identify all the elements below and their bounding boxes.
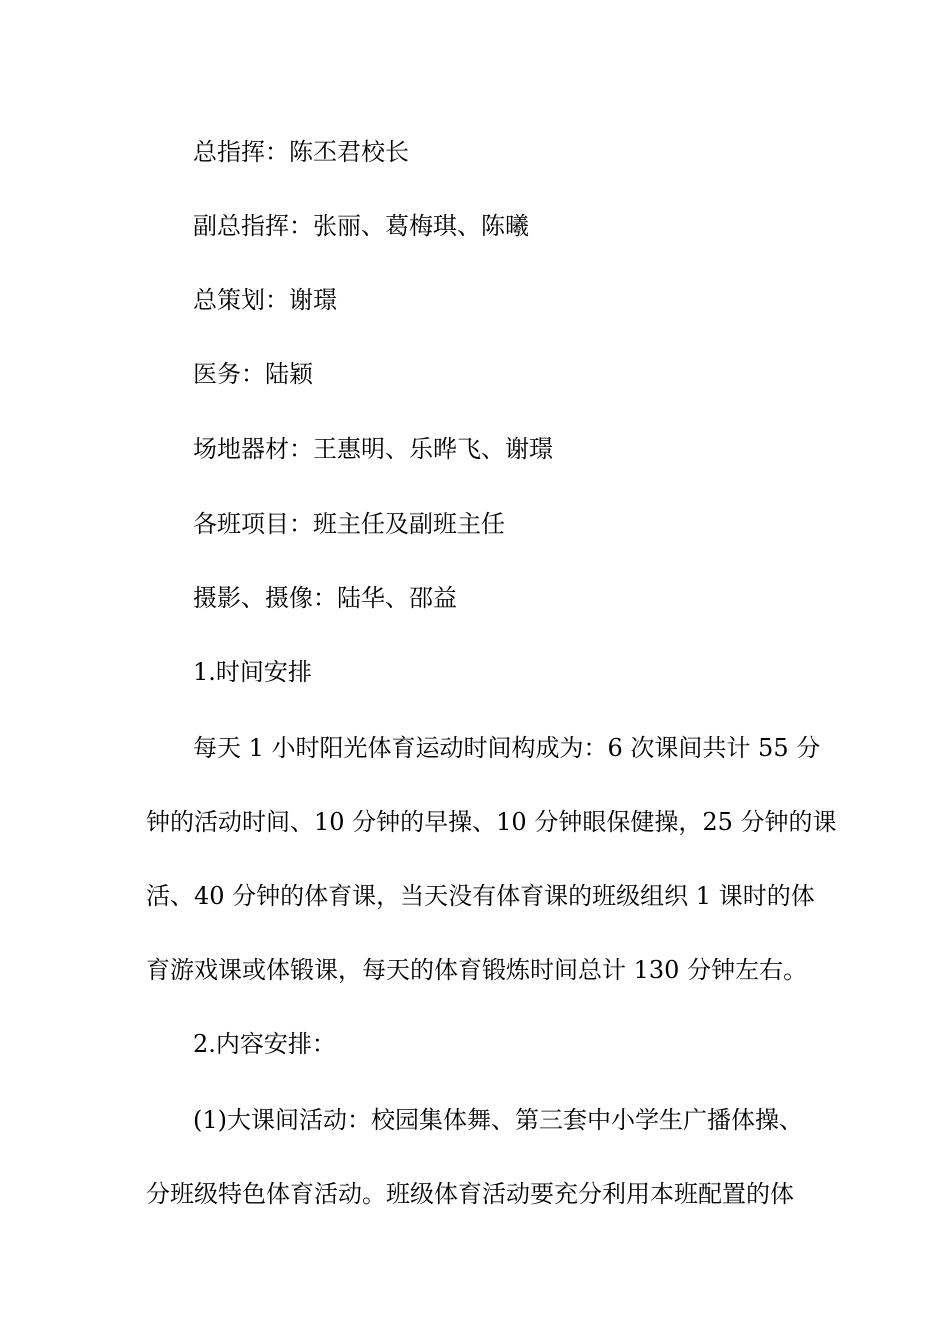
section-heading-time: 1.时间安排 xyxy=(193,658,312,686)
section-heading-content: 2.内容安排： xyxy=(193,1030,336,1058)
paragraph-line: 育游戏课或体锻课，每天的体育锻炼时间总计 130 分钟左右。 xyxy=(146,956,808,984)
paragraph-line: 活、40 分钟的体育课，当天没有体育课的班级组织 1 课时的体 xyxy=(146,882,815,910)
paragraph-line: (1)大课间活动：校园集体舞、第三套中小学生广播体操、 xyxy=(193,1106,803,1134)
medical-line: 医务：陆颖 xyxy=(193,360,313,388)
class-projects-line: 各班项目：班主任及副班主任 xyxy=(193,510,505,538)
venue-equipment-line: 场地器材：王惠明、乐晔飞、谢璟 xyxy=(193,435,553,463)
paragraph-line: 钟的活动时间、10 分钟的早操、10 分钟眼保健操，25 分钟的课 xyxy=(146,808,837,836)
deputy-commander-line: 副总指挥：张丽、葛梅琪、陈曦 xyxy=(193,212,529,240)
commander-line: 总指挥：陈丕君校长 xyxy=(193,138,409,166)
paragraph-line: 每天 1 小时阳光体育运动时间构成为：6 次课间共计 55 分 xyxy=(193,734,821,762)
paragraph-line: 分班级特色体育活动。班级体育活动要充分利用本班配置的体 xyxy=(146,1180,794,1208)
chief-planner-line: 总策划：谢璟 xyxy=(193,286,337,314)
photography-line: 摄影、摄像：陆华、邵益 xyxy=(193,584,457,612)
